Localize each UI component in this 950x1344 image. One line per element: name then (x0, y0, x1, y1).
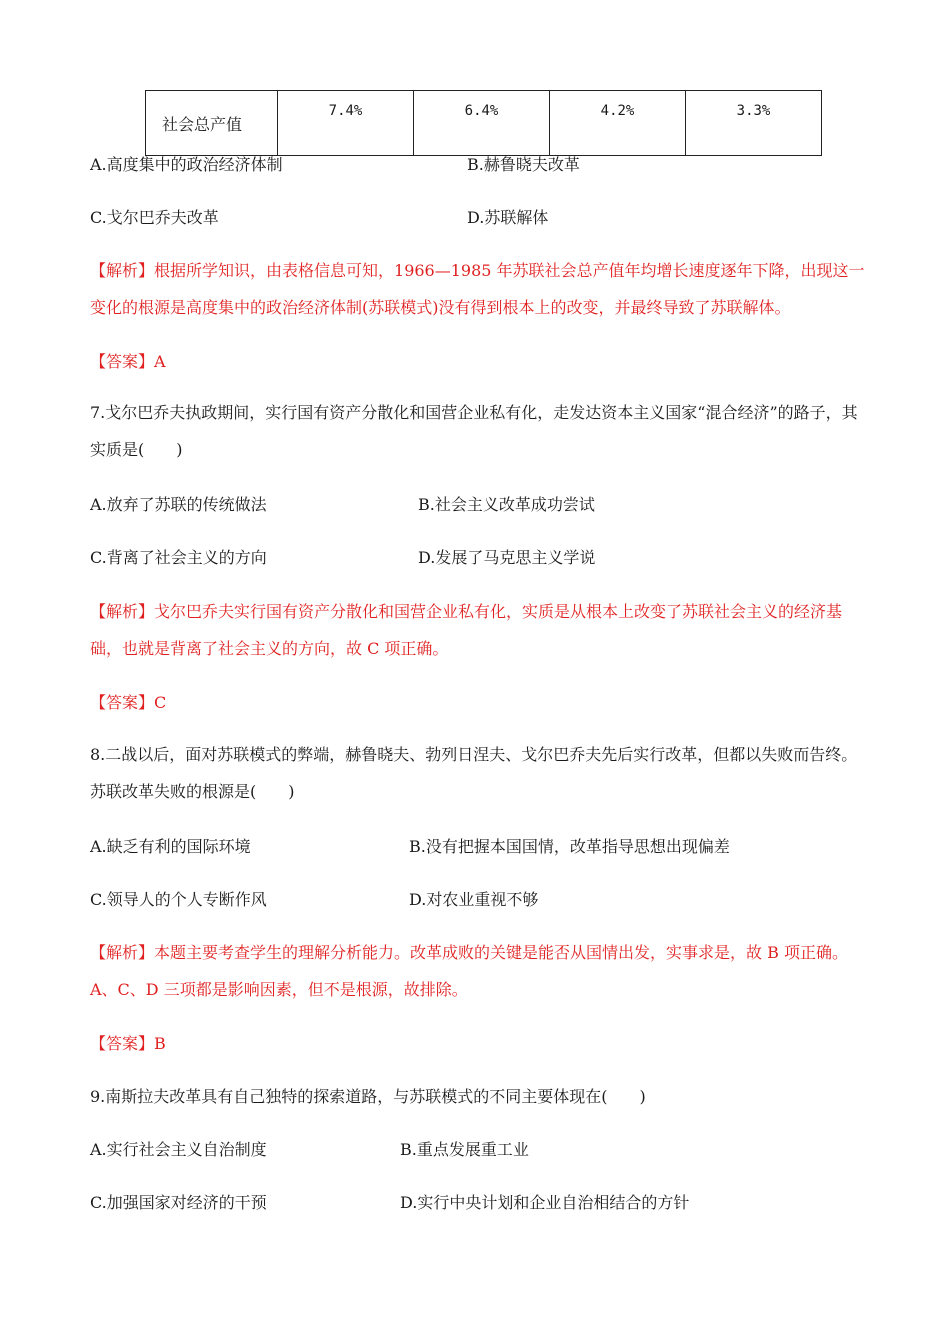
q7-option-c: C.背离了社会主义的方向 (90, 548, 267, 567)
q8-option-d: D.对农业重视不够 (409, 890, 539, 909)
q9-option-b: B.重点发展重工业 (400, 1140, 529, 1159)
analysis-text: 根据所学知识，由表格信息可知，1966—1985 年苏联社会总产值年均增长速度逐年下降，出现这一变化的根源是高度集中的政治经济体制(苏联模式)没有得到根本上的改变，并最终导致了苏联解体。 (90, 261, 865, 317)
q6-option-a: A.高度集中的政治经济体制 (90, 155, 283, 174)
q7-option-b: B.社会主义改革成功尝试 (418, 495, 595, 514)
table-cell: 3.3% (686, 91, 822, 156)
answer-value: C (154, 693, 167, 712)
answer-tag: 【答案】 (90, 693, 155, 712)
table-cell: 7.4% (278, 91, 414, 156)
q6-analysis (90, 252, 865, 326)
q7-option-a: A.放弃了苏联的传统做法 (90, 495, 267, 514)
q7-option-d: D.发展了马克思主义学说 (418, 548, 596, 567)
q8-stem: 8.二战以后，面对苏联模式的弊端，赫鲁晓夫、勃列日涅夫、戈尔巴乔夫先后实行改革，但都以失败而告终。苏联改革失败的根源是( ) (90, 745, 858, 801)
answer-tag: 【答案】 (90, 352, 155, 371)
answer-value: B (154, 1034, 166, 1053)
q8-option-a: A.缺乏有利的国际环境 (90, 837, 251, 856)
table-row-label: 社会总产值 (146, 91, 278, 156)
answer-tag: 【答案】 (90, 1034, 155, 1053)
q6-answer (90, 352, 166, 372)
q6-option-b: B.赫鲁晓夫改革 (467, 155, 580, 174)
q7-answer (90, 693, 166, 713)
q9-option-d: D.实行中央计划和企业自治相结合的方针 (400, 1193, 690, 1212)
q9-option-a: A.实行社会主义自治制度 (90, 1140, 267, 1159)
table-cell: 6.4% (414, 91, 550, 156)
table-row (146, 91, 822, 156)
growth-rate-table (145, 90, 822, 156)
q6-option-c: C.戈尔巴乔夫改革 (90, 208, 219, 227)
q8-analysis (90, 934, 865, 1008)
q9-stem: 9.南斯拉夫改革具有自己独特的探索道路，与苏联模式的不同主要体现在( ) (90, 1087, 646, 1106)
table-cell: 4.2% (550, 91, 686, 156)
analysis-text: 戈尔巴乔夫实行国有资产分散化和国营企业私有化，实质是从根本上改变了苏联社会主义的经济基础，也就是背离了社会主义的方向，故 C 项正确。 (90, 602, 843, 658)
q8-answer (90, 1034, 166, 1054)
q7-analysis (90, 593, 865, 667)
analysis-tag: 【解析】 (90, 943, 155, 962)
q8-option-b: B.没有把握本国国情，改革指导思想出现偏差 (409, 837, 730, 856)
q7-stem: 7.戈尔巴乔夫执政期间，实行国有资产分散化和国营企业私有化，走发达资本主义国家“混合经济”的路子，其实质是( ) (90, 403, 858, 459)
q8-option-c: C.领导人的个人专断作风 (90, 890, 267, 909)
analysis-tag: 【解析】 (90, 602, 155, 621)
q9-option-c: C.加强国家对经济的干预 (90, 1193, 267, 1212)
answer-value: A (154, 352, 166, 371)
analysis-tag: 【解析】 (90, 261, 155, 280)
q6-option-d: D.苏联解体 (467, 208, 549, 227)
analysis-text: 本题主要考查学生的理解分析能力。改革成败的关键是能否从国情出发，实事求是，故 B 项正确。A、C、D 三项都是影响因素，但不是根源，故排除。 (90, 943, 848, 999)
